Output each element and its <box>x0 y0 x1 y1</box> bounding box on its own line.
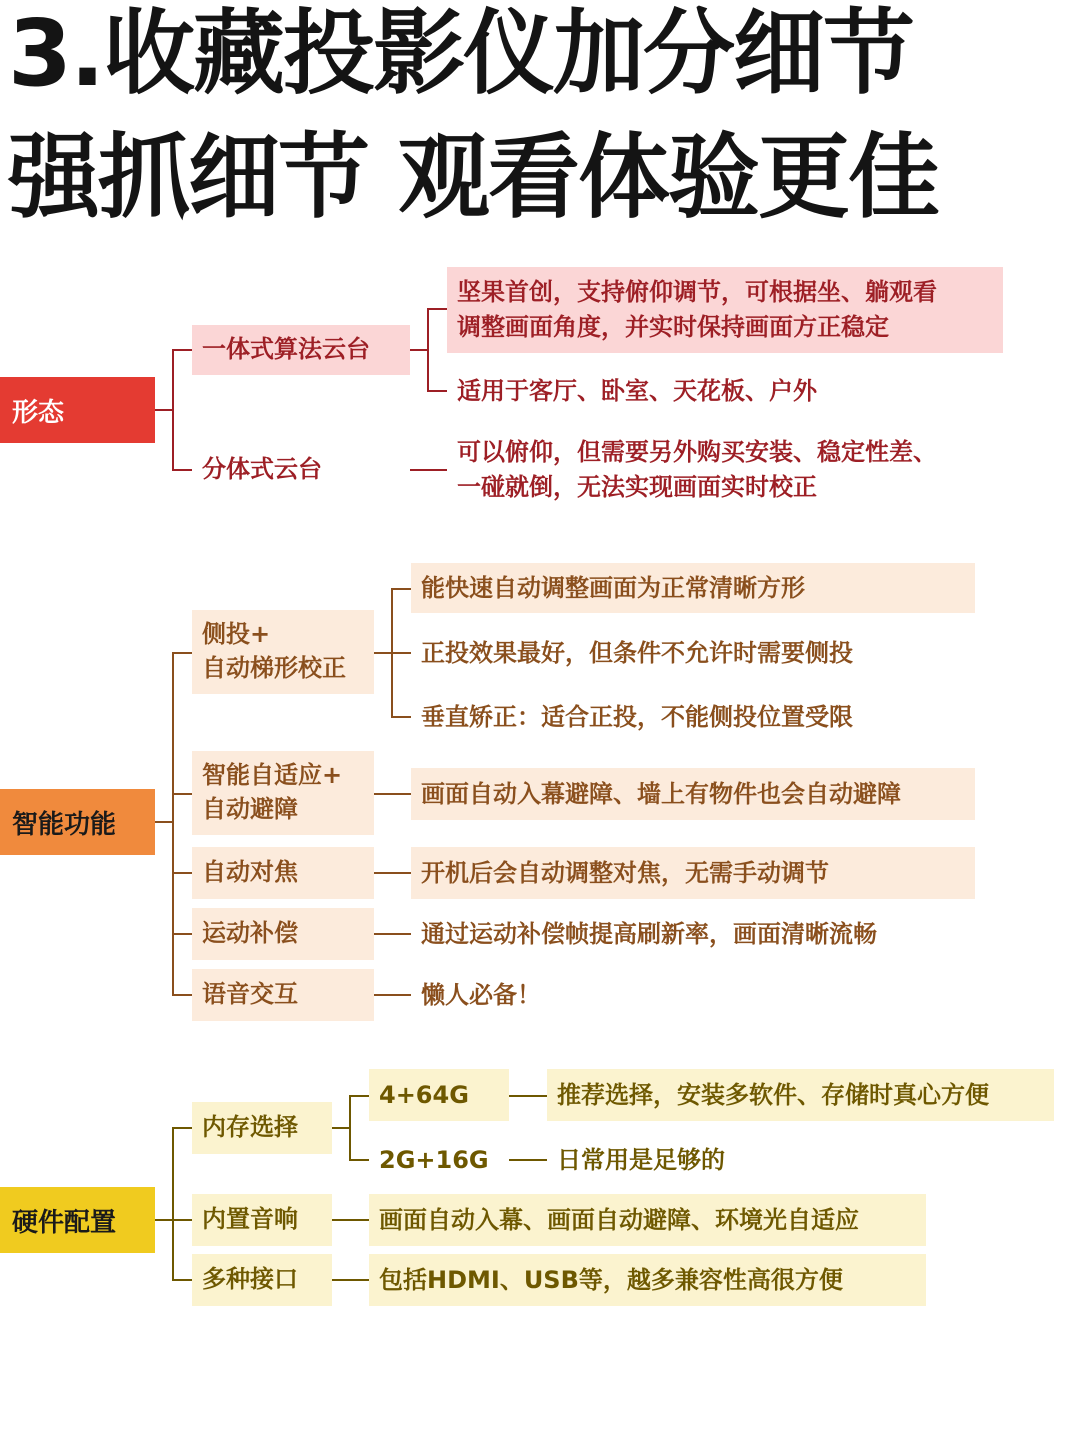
connector <box>155 1219 173 1221</box>
category-form <box>0 377 155 443</box>
connector <box>172 349 192 351</box>
node-interfaces <box>192 1254 332 1306</box>
node-label: 分体式云台 <box>202 455 322 484</box>
connector <box>391 716 411 718</box>
detail-line: 推荐选择，安装多软件、存储时真心方便 <box>557 1080 989 1109</box>
connector <box>172 1279 192 1281</box>
connector <box>155 409 173 411</box>
connector <box>391 588 411 590</box>
detail-line: 日常用是足够的 <box>557 1145 725 1174</box>
node-split-gimbal <box>192 447 410 493</box>
detail-motion-compensation <box>411 910 975 958</box>
detail-integrated-gimbal-1 <box>447 267 1003 353</box>
detail-adaptive-obstacle <box>411 768 975 820</box>
node-label: 内存选择 <box>202 1113 298 1142</box>
connector <box>410 349 428 351</box>
option-label: 4+64G <box>379 1080 469 1109</box>
connector <box>172 652 174 996</box>
option-label: 2G+16G <box>379 1145 489 1174</box>
connector <box>172 994 192 996</box>
node-label: 智能自适应+ <box>202 761 343 790</box>
option-2g-16g <box>369 1136 509 1184</box>
page-title-line-1: 3.收藏投影仪加分细节 <box>8 0 913 107</box>
node-label: 自动梯形校正 <box>202 654 346 682</box>
node-integrated-gimbal <box>192 325 410 375</box>
detail-keystone-2 <box>411 630 975 676</box>
connector <box>374 793 411 795</box>
node-voice-interaction <box>192 969 374 1021</box>
detail-line: 可以俯仰，但需要另外购买安装、稳定性差、 <box>457 438 937 467</box>
detail-line: 能快速自动调整画面为正常清晰方形 <box>421 573 805 602</box>
detail-line: 通过运动补偿帧提高刷新率，画面清晰流畅 <box>421 919 877 948</box>
detail-line: 调整画面角度，并实时保持画面方正稳定 <box>457 313 889 341</box>
connector <box>374 652 392 654</box>
connector <box>332 1279 369 1281</box>
page-title-line-2: 强抓细节 观看体验更佳 <box>8 124 939 231</box>
node-label: 自动避障 <box>202 795 298 823</box>
detail-line: 懒人必备！ <box>421 980 541 1009</box>
category-hardware-label: 硬件配置 <box>12 1207 117 1238</box>
detail-line: 画面自动入幕、画面自动避障、环境光自适应 <box>379 1205 859 1234</box>
detail-line: 包括HDMI、USB等，越多兼容性高很方便 <box>379 1265 843 1294</box>
node-label: 侧投+ <box>202 620 271 649</box>
detail-2g-16g <box>547 1136 1054 1184</box>
connector <box>349 1095 369 1097</box>
node-side-projection-keystone <box>192 610 374 694</box>
node-label: 多种接口 <box>202 1265 298 1294</box>
detail-line: 垂直矫正：适合正投，不能侧投位置受限 <box>421 702 853 731</box>
detail-line: 坚果首创，支持俯仰调节，可根据坐、躺观看 <box>457 278 937 307</box>
category-smart <box>0 789 155 855</box>
category-form-label: 形态 <box>12 397 65 428</box>
detail-built-in-speaker <box>369 1194 926 1246</box>
connector <box>172 872 192 874</box>
connector <box>391 652 411 654</box>
connector <box>349 1159 369 1161</box>
detail-autofocus <box>411 847 975 899</box>
connector <box>427 308 429 392</box>
detail-voice-interaction <box>411 971 975 1019</box>
detail-line: 开机后会自动调整对焦，无需手动调节 <box>421 858 829 887</box>
connector <box>374 872 411 874</box>
detail-line: 一碰就倒，无法实现画面实时校正 <box>457 473 817 501</box>
node-motion-compensation <box>192 908 374 960</box>
option-4-64g <box>369 1069 509 1121</box>
connector <box>172 349 174 471</box>
connector <box>427 308 447 310</box>
detail-keystone-1 <box>411 563 975 613</box>
node-built-in-speaker <box>192 1194 332 1246</box>
node-label: 一体式算法云台 <box>202 335 370 364</box>
connector <box>374 994 411 996</box>
category-hardware <box>0 1187 155 1253</box>
connector <box>172 1219 192 1221</box>
node-label: 语音交互 <box>202 980 298 1009</box>
detail-interfaces <box>369 1254 926 1306</box>
connector <box>172 1127 174 1281</box>
connector <box>509 1159 547 1161</box>
node-adaptive-obstacle <box>192 751 374 835</box>
connector <box>172 652 192 654</box>
detail-keystone-3 <box>411 694 975 740</box>
detail-line: 正投效果最好，但条件不允许时需要侧投 <box>421 638 853 667</box>
connector <box>509 1095 547 1097</box>
connector <box>332 1219 369 1221</box>
connector <box>172 933 192 935</box>
connector <box>410 469 447 471</box>
connector <box>172 1127 192 1129</box>
connector <box>349 1095 351 1161</box>
connector <box>332 1127 350 1129</box>
connector <box>374 933 411 935</box>
connector <box>427 390 447 392</box>
node-label: 自动对焦 <box>202 858 298 887</box>
connector <box>172 469 192 471</box>
node-label: 内置音响 <box>202 1205 298 1234</box>
node-label: 运动补偿 <box>202 919 298 948</box>
detail-4-64g <box>547 1069 1054 1121</box>
node-autofocus <box>192 847 374 899</box>
connector <box>172 793 192 795</box>
node-memory-choice <box>192 1102 332 1154</box>
connector <box>155 821 173 823</box>
detail-line: 画面自动入幕避障、墙上有物件也会自动避障 <box>421 779 901 808</box>
detail-integrated-gimbal-2 <box>447 370 1003 412</box>
category-smart-label: 智能功能 <box>12 809 117 840</box>
detail-split-gimbal <box>447 432 1003 508</box>
detail-line: 适用于客厅、卧室、天花板、户外 <box>457 376 817 405</box>
